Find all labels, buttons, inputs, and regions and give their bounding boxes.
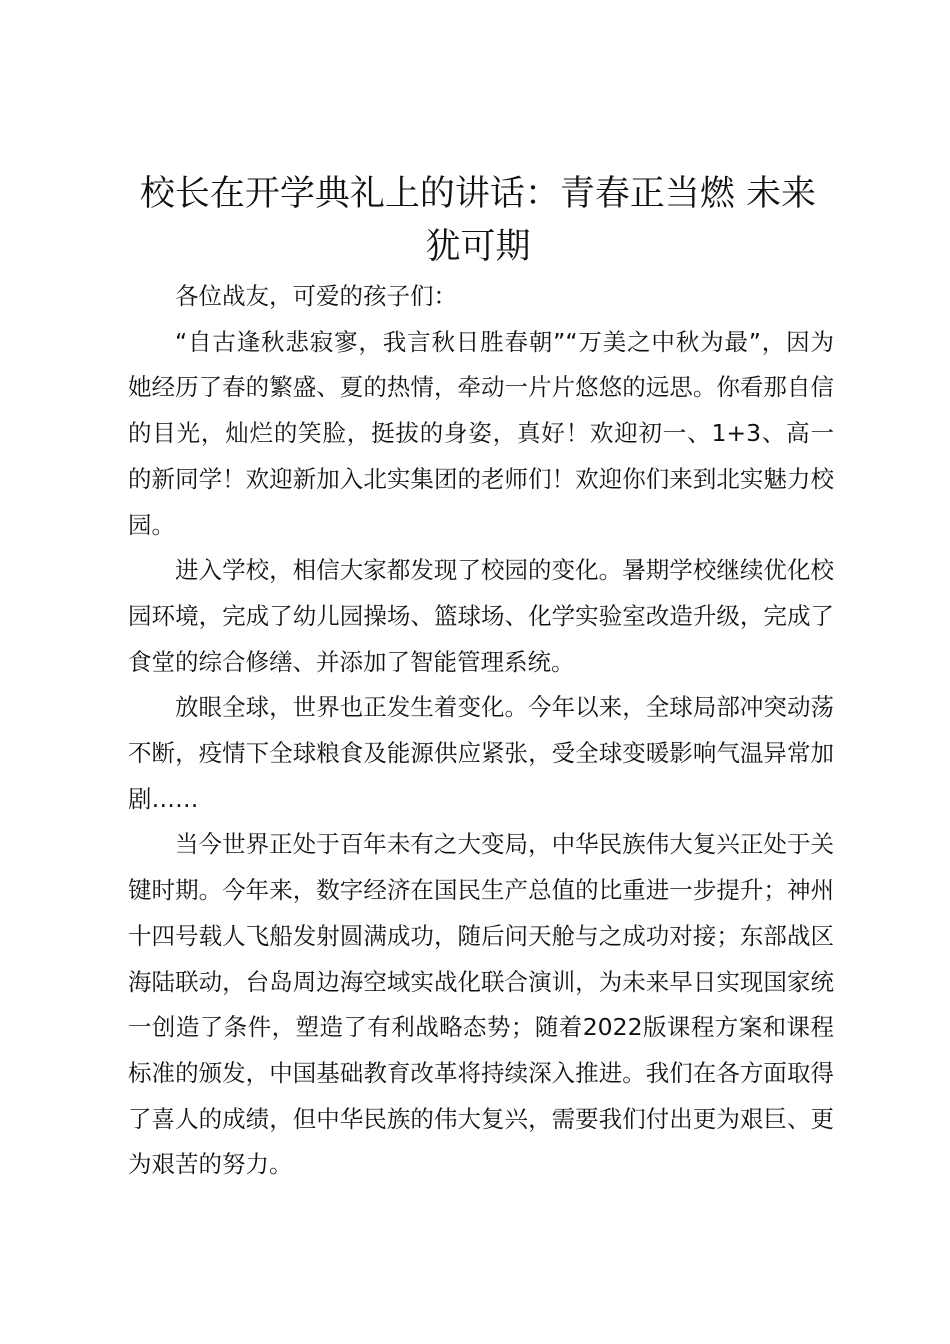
document-body <box>128 274 834 1188</box>
paragraph-greeting: 各位战友，可爱的孩子们： <box>175 282 457 310</box>
paragraph-welcome: “自古逢秋悲寂寥，我言秋日胜春朝”“万美之中秋为最”，因为她经历了春的繁盛、夏的热情，牵动一片片悠悠的远思。你看那自信的目光，灿烂的笑脸，挺拔的身姿，真好！欢迎初一、1+3、高一的新同学！欢迎新加入北实集团的老师们！欢迎你们来到北实魅力校园。 <box>128 327 834 539</box>
paragraph-campus-changes: 进入学校，相信大家都发现了校园的变化。暑期学校继续优化校园环境，完成了幼儿园操场、篮球场、化学实验室改造升级，完成了食堂的综合修缮、并添加了智能管理系统。 <box>128 556 834 676</box>
paragraph-national-progress: 当今世界正处于百年未有之大变局，中华民族伟大复兴正处于关键时期。今年来，数字经济在国民生产总值的比重进一步提升；神州十四号载人飞船发射圆满成功，随后问天舱与之成功对接；东部战区海陆联动，台岛周边海空域实战化联合演训，为未来早日实现国家统一创造了条件，塑造了有利战略态势；随着2022版课程方案和课程标准的颁发，中国基础教育改革将持续深入推进。我们在各方面取得了喜人的成绩，但中华民族的伟大复兴，需要我们付出更为艰巨、更为艰苦的努力。 <box>128 830 834 1179</box>
paragraph-global-changes: 放眼全球，世界也正发生着变化。今年以来，全球局部冲突动荡不断，疫情下全球粮食及能源供应紧张，受全球变暖影响气温异常加剧…… <box>128 693 834 813</box>
document-title: 校长在开学典礼上的讲话：青春正当燃 未来犹可期 <box>139 174 817 267</box>
